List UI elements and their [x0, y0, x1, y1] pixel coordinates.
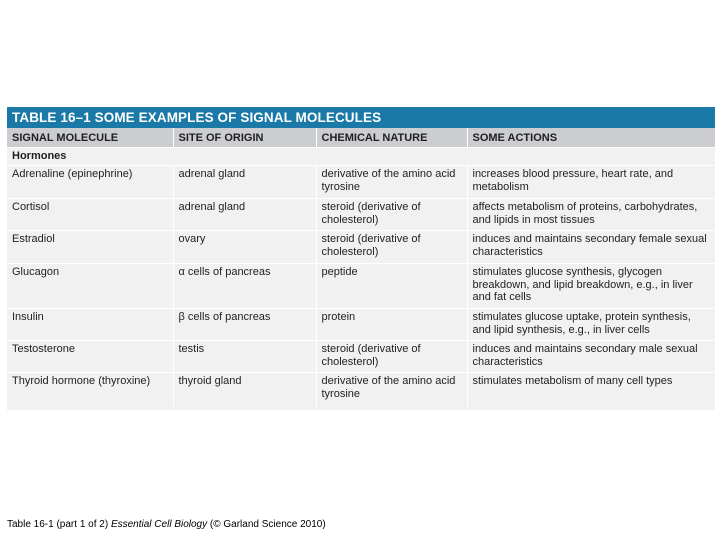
cell-molecule: Insulin	[7, 309, 173, 341]
col-header-signal-molecule: SIGNAL MOLECULE	[7, 128, 173, 148]
cell-origin: β cells of pancreas	[173, 309, 316, 341]
cell-origin: adrenal gland	[173, 199, 316, 231]
cell-molecule: Estradiol	[7, 231, 173, 264]
table-row	[7, 231, 715, 264]
table-row	[7, 264, 715, 309]
table-row	[7, 199, 715, 231]
cell-origin: α cells of pancreas	[173, 264, 316, 309]
section-row	[7, 148, 715, 166]
cell-nature: peptide	[316, 264, 467, 309]
cell-molecule: Adrenaline (epinephrine)	[7, 166, 173, 199]
table-row	[7, 309, 715, 341]
section-label-hormones: Hormones	[7, 148, 715, 166]
cell-origin: adrenal gland	[173, 166, 316, 199]
cell-actions: induces and maintains secondary female sexual characteristics	[467, 231, 715, 264]
figure-caption	[7, 519, 326, 530]
cell-origin: ovary	[173, 231, 316, 264]
cell-actions: stimulates metabolism of many cell types	[467, 373, 715, 406]
col-header-chemical-nature: CHEMICAL NATURE	[316, 128, 467, 148]
cell-molecule: Cortisol	[7, 199, 173, 231]
cell-nature: derivative of the amino acid tyrosine	[316, 373, 467, 406]
col-header-some-actions: SOME ACTIONS	[467, 128, 715, 148]
data-table	[7, 128, 715, 406]
caption-prefix: Table 16-1 (part 1 of 2)	[7, 519, 109, 530]
cell-nature: steroid (derivative of cholesterol)	[316, 231, 467, 264]
table-row	[7, 166, 715, 199]
cell-actions: increases blood pressure, heart rate, and metabolism	[467, 166, 715, 199]
cell-molecule: Glucagon	[7, 264, 173, 309]
header-row	[7, 128, 715, 148]
table-title: TABLE 16–1 SOME EXAMPLES OF SIGNAL MOLECULES	[7, 107, 715, 128]
cell-actions: stimulates glucose uptake, protein synthesis, and lipid synthesis, e.g., in liver cells	[467, 309, 715, 341]
signal-molecules-table	[7, 107, 715, 410]
cell-origin: testis	[173, 341, 316, 373]
cell-actions: stimulates glucose synthesis, glycogen breakdown, and lipid breakdown, e.g., in liver and fat cells	[467, 264, 715, 309]
col-header-site-of-origin: SITE OF ORIGIN	[173, 128, 316, 148]
cell-origin: thyroid gland	[173, 373, 316, 406]
caption-copyright: (© Garland Science 2010)	[209, 519, 326, 530]
cell-nature: steroid (derivative of cholesterol)	[316, 199, 467, 231]
cell-nature: derivative of the amino acid tyrosine	[316, 166, 467, 199]
cell-molecule: Testosterone	[7, 341, 173, 373]
cell-actions: induces and maintains secondary male sexual characteristics	[467, 341, 715, 373]
cell-actions: affects metabolism of proteins, carbohydrates, and lipids in most tissues	[467, 199, 715, 231]
table-row	[7, 373, 715, 406]
cell-nature: protein	[316, 309, 467, 341]
cell-nature: steroid (derivative of cholesterol)	[316, 341, 467, 373]
caption-book-title: Essential Cell Biology	[110, 519, 208, 530]
cell-molecule: Thyroid hormone (thyroxine)	[7, 373, 173, 406]
table-row	[7, 341, 715, 373]
